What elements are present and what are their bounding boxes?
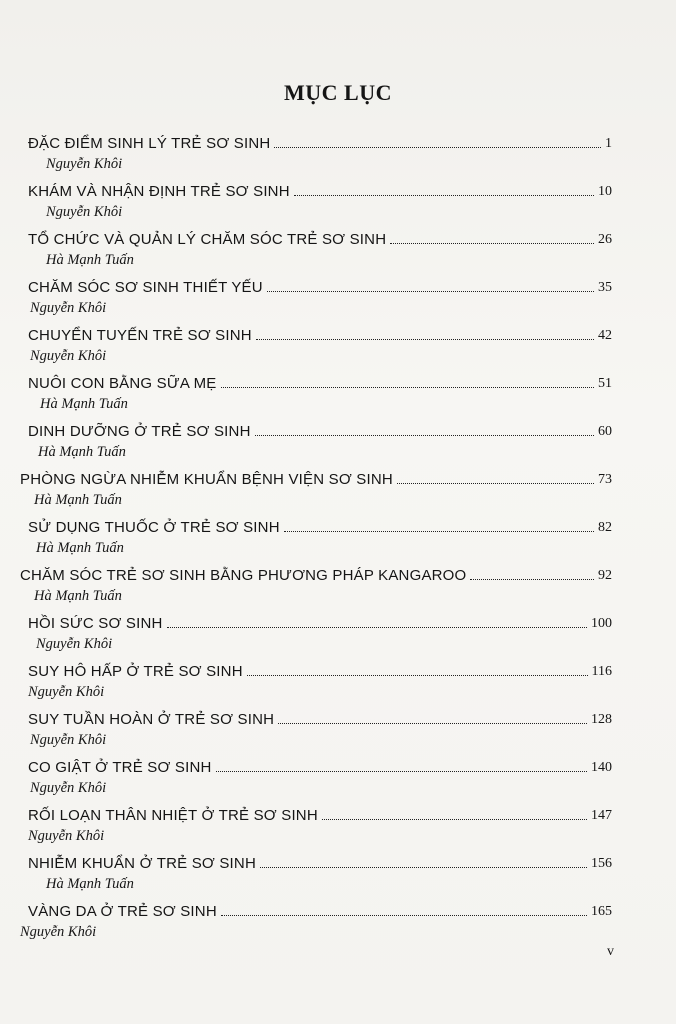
toc-entry — [0, 130, 676, 178]
toc-entry-author: Nguyễn Khôi — [28, 684, 105, 700]
toc-entry-author: Nguyễn Khôi — [46, 204, 123, 220]
toc-entry-line — [28, 322, 612, 344]
toc-entry — [0, 898, 676, 946]
toc-entry-title: SUY HÔ HẤP Ở TRẺ SƠ SINH — [28, 663, 243, 680]
toc-entry-page: 10 — [598, 184, 612, 199]
toc-entry-author: Nguyễn Khôi — [28, 828, 105, 844]
page-number: v — [607, 944, 614, 959]
toc-entry-page: 165 — [591, 904, 612, 919]
toc-entry — [0, 802, 676, 850]
toc-entry — [0, 274, 676, 322]
toc-entry-title: HỒI SỨC SƠ SINH — [28, 615, 163, 632]
toc-entry-author: Nguyễn Khôi — [30, 348, 107, 364]
toc-entry — [0, 418, 676, 466]
dot-leader — [216, 771, 587, 772]
toc-entry-author: Hà Mạnh Tuấn — [46, 252, 134, 268]
toc-entry-title: RỐI LOẠN THÂN NHIỆT Ở TRẺ SƠ SINH — [28, 807, 318, 824]
dot-leader — [260, 867, 587, 868]
toc-entry-line — [28, 802, 612, 824]
toc-entry-page: 92 — [598, 568, 612, 583]
toc-entry-line — [28, 418, 612, 440]
toc-entry-page: 60 — [598, 424, 612, 439]
toc-entry-title: PHÒNG NGỪA NHIỄM KHUẨN BỆNH VIỆN SƠ SINH — [20, 471, 393, 488]
dot-leader — [284, 531, 594, 532]
toc-entry-title: ĐẶC ĐIỂM SINH LÝ TRẺ SƠ SINH — [28, 135, 271, 152]
toc-entry-page: 35 — [598, 280, 612, 295]
toc-entry-author: Nguyễn Khôi — [46, 156, 123, 172]
toc-entry-title: CHĂM SÓC SƠ SINH THIẾT YẾU — [28, 279, 263, 296]
toc-entry-title: NUÔI CON BẰNG SỮA MẸ — [28, 375, 217, 392]
toc-entry-page: 116 — [591, 664, 612, 679]
toc-entry — [0, 226, 676, 274]
toc-entry-title: VÀNG DA Ở TRẺ SƠ SINH — [28, 903, 217, 920]
toc-entry-author: Hà Mạnh Tuấn — [40, 396, 128, 412]
dot-leader — [221, 915, 587, 916]
toc-entry-author: Hà Mạnh Tuấn — [36, 540, 124, 556]
toc-entry-author: Hà Mạnh Tuấn — [46, 876, 134, 892]
toc-entry-title: CO GIẬT Ở TRẺ SƠ SINH — [28, 759, 212, 776]
dot-leader — [322, 819, 587, 820]
toc-entry-title: DINH DƯỠNG Ở TRẺ SƠ SINH — [28, 423, 251, 440]
page-title: MỤC LỤC — [284, 80, 392, 105]
toc-entry-line — [28, 850, 612, 872]
toc-entry-line — [28, 706, 612, 728]
dot-leader — [255, 435, 594, 436]
dot-leader — [294, 195, 594, 196]
toc-entry — [0, 754, 676, 802]
toc-entry — [0, 658, 676, 706]
toc-entry — [0, 706, 676, 754]
dot-leader — [267, 291, 594, 292]
toc-entry-author: Nguyễn Khôi — [30, 732, 107, 748]
toc-entry-title: SUY TUẦN HOÀN Ở TRẺ SƠ SINH — [28, 711, 275, 728]
toc-entry-line — [28, 610, 612, 632]
dot-leader — [397, 483, 594, 484]
toc-entry-page: 82 — [598, 520, 612, 535]
toc-entry-line — [20, 562, 612, 584]
toc-entry — [0, 514, 676, 562]
toc-entry-title: CHUYỂN TUYẾN TRẺ SƠ SINH — [28, 327, 252, 344]
toc-entry-page: 51 — [598, 376, 612, 391]
dot-leader — [256, 339, 594, 340]
toc-entry-line — [28, 658, 612, 680]
toc-entry-page: 147 — [591, 808, 612, 823]
dot-leader — [221, 387, 594, 388]
toc-entry — [0, 850, 676, 898]
toc-entry-author: Hà Mạnh Tuấn — [38, 444, 126, 460]
toc-entry-line — [28, 898, 612, 920]
toc-entry-author: Hà Mạnh Tuấn — [34, 588, 122, 604]
toc-entry-author: Hà Mạnh Tuấn — [34, 492, 122, 508]
dot-leader — [390, 243, 594, 244]
toc-entry-line — [28, 274, 612, 296]
toc-entry — [0, 322, 676, 370]
toc-entry-title: TỔ CHỨC VÀ QUẢN LÝ CHĂM SÓC TRẺ SƠ SINH — [28, 231, 387, 248]
toc-entry-line — [28, 226, 612, 248]
toc-entry-line — [28, 178, 612, 200]
toc-entry — [0, 370, 676, 418]
toc-entry-title: NHIỄM KHUẨN Ở TRẺ SƠ SINH — [28, 855, 256, 872]
toc-entry — [0, 610, 676, 658]
toc-entry-author: Nguyễn Khôi — [36, 636, 113, 652]
toc-entry-line — [28, 130, 612, 152]
toc-entry — [0, 178, 676, 226]
dot-leader — [274, 147, 601, 148]
toc-entry-author: Nguyễn Khôi — [20, 924, 97, 940]
toc-entry-page: 42 — [598, 328, 612, 343]
toc-entry-page: 73 — [598, 472, 612, 487]
toc-entry-line — [28, 754, 612, 776]
toc-entry-author: Nguyễn Khôi — [30, 780, 107, 796]
toc-entry — [0, 466, 676, 514]
dot-leader — [278, 723, 587, 724]
toc-entry-title: CHĂM SÓC TRẺ SƠ SINH BẰNG PHƯƠNG PHÁP KANGAROO — [20, 567, 467, 584]
toc-entry-page: 26 — [598, 232, 612, 247]
toc-entry-line — [28, 370, 612, 392]
toc-entry-author: Nguyễn Khôi — [30, 300, 107, 316]
toc-entry — [0, 562, 676, 610]
toc-entry-page: 100 — [591, 616, 612, 631]
dot-leader — [167, 627, 587, 628]
toc-entry-page: 156 — [591, 856, 612, 871]
toc-entry-page: 128 — [591, 712, 612, 727]
dot-leader — [470, 579, 594, 580]
toc-entry-title: SỬ DỤNG THUỐC Ở TRẺ SƠ SINH — [28, 519, 280, 536]
toc-entry-title: KHÁM VÀ NHẬN ĐỊNH TRẺ SƠ SINH — [28, 183, 290, 200]
toc-entry-line — [20, 466, 612, 488]
toc-entry-page: 1 — [605, 136, 612, 151]
dot-leader — [247, 675, 588, 676]
toc-entry-page: 140 — [591, 760, 612, 775]
toc-entry-line — [28, 514, 612, 536]
